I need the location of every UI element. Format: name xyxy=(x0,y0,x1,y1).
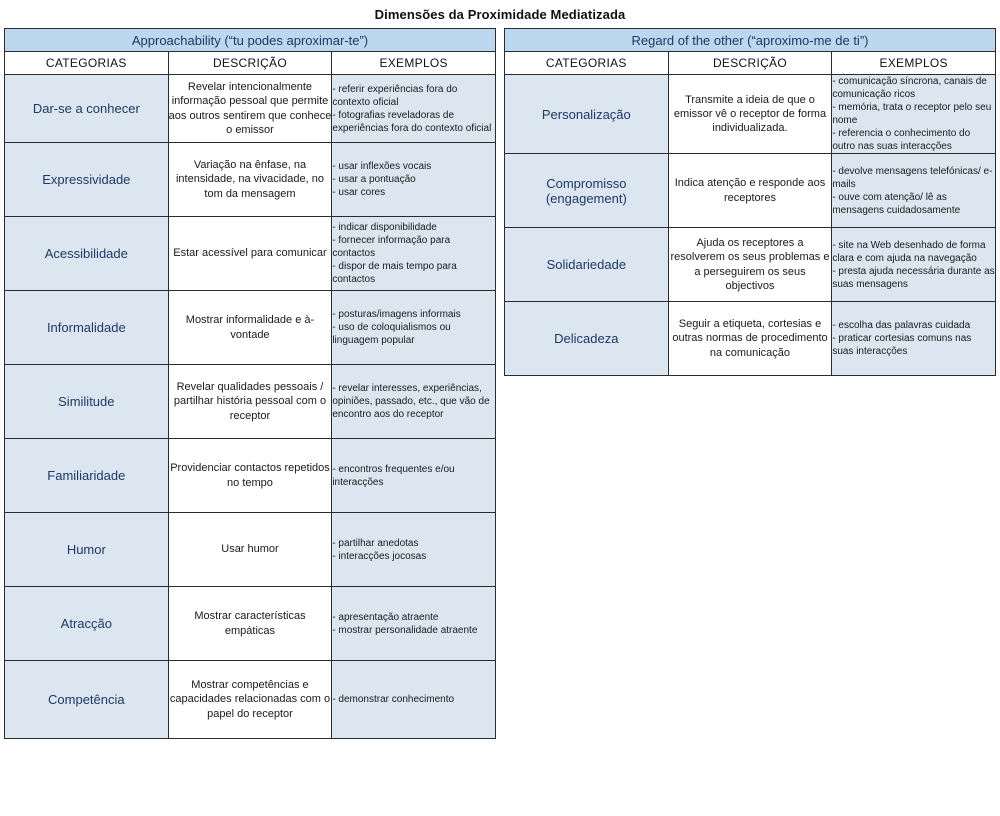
examples-cell xyxy=(332,143,496,217)
example-line: - usar cores xyxy=(332,187,386,198)
category-cell: Expressividade xyxy=(5,143,169,217)
example-line: - dispor de mais tempo para contactos xyxy=(332,261,457,285)
category-cell: Similitude xyxy=(5,365,169,439)
examples-cell xyxy=(832,75,996,154)
examples-cell xyxy=(332,661,496,739)
examples-cell xyxy=(332,587,496,661)
table-row xyxy=(5,365,496,439)
description-cell: Revelar qualidades pessoais / partilhar história pessoal com o receptor xyxy=(168,365,332,439)
approachability-group-header: Approachability (“tu podes aproximar-te”) xyxy=(5,29,496,52)
tables-container xyxy=(0,28,1000,739)
example-line: - demonstrar conhecimento xyxy=(332,694,455,705)
examples-cell xyxy=(332,439,496,513)
table-row xyxy=(5,439,496,513)
example-line: - usar inflexões vocais xyxy=(332,161,432,172)
example-line: - encontros frequentes e/ou interacções xyxy=(332,463,455,488)
column-header-examples: EXEMPLOS xyxy=(832,52,996,75)
example-line: - memória, trata o receptor pelo seu nome xyxy=(832,102,992,126)
example-line: - devolve mensagens telefónicas/ e-mails xyxy=(832,165,993,190)
description-cell: Ajuda os receptores a resolverem os seus problemas e a perseguirem os seus objectivos xyxy=(668,228,832,302)
examples-cell xyxy=(332,291,496,365)
description-cell: Seguir a etiqueta, cortesias e outras normas de procedimento na comunicação xyxy=(668,302,832,376)
category-cell: Informalidade xyxy=(5,291,169,365)
category-cell: Familiaridade xyxy=(5,439,169,513)
table-row xyxy=(5,661,496,739)
regard-group-header: Regard of the other (“aproximo-me de ti”) xyxy=(505,29,996,52)
description-cell: Usar humor xyxy=(168,513,332,587)
table-row xyxy=(5,217,496,291)
table-row xyxy=(5,143,496,217)
table-row xyxy=(505,154,996,228)
approachability-table xyxy=(4,28,496,739)
description-cell: Providenciar contactos repetidos no tempo xyxy=(168,439,332,513)
example-line: - praticar cortesias comuns nas suas interacções xyxy=(832,333,972,357)
example-line: - uso de coloquialismos ou linguagem popular xyxy=(332,322,451,346)
table-row xyxy=(505,75,996,154)
example-line: - apresentação atraente xyxy=(332,611,439,623)
example-line: - presta ajuda necessária durante as suas mensagens xyxy=(832,265,995,290)
category-cell: Solidariedade xyxy=(505,228,669,302)
category-cell: Dar-se a conhecer xyxy=(5,75,169,143)
table-column-header-row xyxy=(505,52,996,75)
example-line: - escolha das palavras cuidada xyxy=(832,320,971,331)
description-cell: Mostrar competências e capacidades relacionadas com o papel do receptor xyxy=(168,661,332,739)
example-line: - comunicação síncrona, canais de comunicação ricos xyxy=(832,76,987,100)
table-row xyxy=(5,513,496,587)
table-row xyxy=(505,228,996,302)
category-cell: Competência xyxy=(5,661,169,739)
table-row xyxy=(505,302,996,376)
column-header-description: DESCRIÇÃO xyxy=(668,52,832,75)
example-line: - mostrar personalidade atraente xyxy=(332,624,478,636)
regard-of-the-other-table xyxy=(504,28,996,376)
table-row xyxy=(5,75,496,143)
page-title: Dimensões da Proximidade Mediatizada xyxy=(374,6,626,22)
category-cell: Atracção xyxy=(5,587,169,661)
category-cell: Compromisso (engagement) xyxy=(505,154,669,228)
table-column-header-row xyxy=(5,52,496,75)
table-row xyxy=(5,291,496,365)
example-line: - usar a pontuação xyxy=(332,174,416,185)
example-line: - partilhar anedotas xyxy=(332,537,419,549)
description-cell: Variação na ênfase, na intensidade, na vivacidade, no tom da mensagem xyxy=(168,143,332,217)
examples-cell xyxy=(832,228,996,302)
description-cell: Mostrar informalidade e à- vontade xyxy=(168,291,332,365)
description-cell: Estar acessível para comunicar xyxy=(168,217,332,291)
example-line: - fotografias reveladoras de experiências fora do contexto oficial xyxy=(332,109,492,134)
example-line: - ouve com atenção/ lê as mensagens cuidadosamente xyxy=(832,191,961,216)
column-header-description: DESCRIÇÃO xyxy=(168,52,332,75)
description-cell: Transmite a ideia de que o emissor vê o receptor de forma individualizada. xyxy=(668,75,832,154)
table-group-header-row xyxy=(5,29,496,52)
table-row xyxy=(5,587,496,661)
example-line: - indicar disponibilidade xyxy=(332,222,437,233)
examples-cell xyxy=(832,154,996,228)
document-title-bar xyxy=(0,0,1000,28)
example-line: - revelar interesses, experiências, opiniões, passado, etc., que vão de encontro aos do receptor xyxy=(332,383,490,420)
column-header-categories: CATEGORIAS xyxy=(505,52,669,75)
description-cell: Revelar intencionalmente informação pessoal que permite aos outros sentirem que conhece o emissor xyxy=(168,75,332,143)
example-line: - referir experiências fora do contexto oficial xyxy=(332,83,458,108)
example-line: - interacções jocosas xyxy=(332,550,427,562)
examples-cell xyxy=(332,365,496,439)
examples-cell xyxy=(332,75,496,143)
category-cell: Acessibilidade xyxy=(5,217,169,291)
column-header-examples: EXEMPLOS xyxy=(332,52,496,75)
category-cell: Delicadeza xyxy=(505,302,669,376)
description-cell: Indica atenção e responde aos receptores xyxy=(668,154,832,228)
example-line: - fornecer informação para contactos xyxy=(332,235,451,259)
example-line: - referencia o conhecimento do outro nas suas interacções xyxy=(832,128,971,152)
description-cell: Mostrar características empáticas xyxy=(168,587,332,661)
category-cell: Humor xyxy=(5,513,169,587)
examples-cell xyxy=(832,302,996,376)
example-line: - posturas/imagens informais xyxy=(332,309,461,320)
examples-cell xyxy=(332,513,496,587)
column-header-categories: CATEGORIAS xyxy=(5,52,169,75)
table-group-header-row xyxy=(505,29,996,52)
examples-cell xyxy=(332,217,496,291)
example-line: - site na Web desenhado de forma clara e com ajuda na navegação xyxy=(832,239,986,264)
category-cell: Personalização xyxy=(505,75,669,154)
